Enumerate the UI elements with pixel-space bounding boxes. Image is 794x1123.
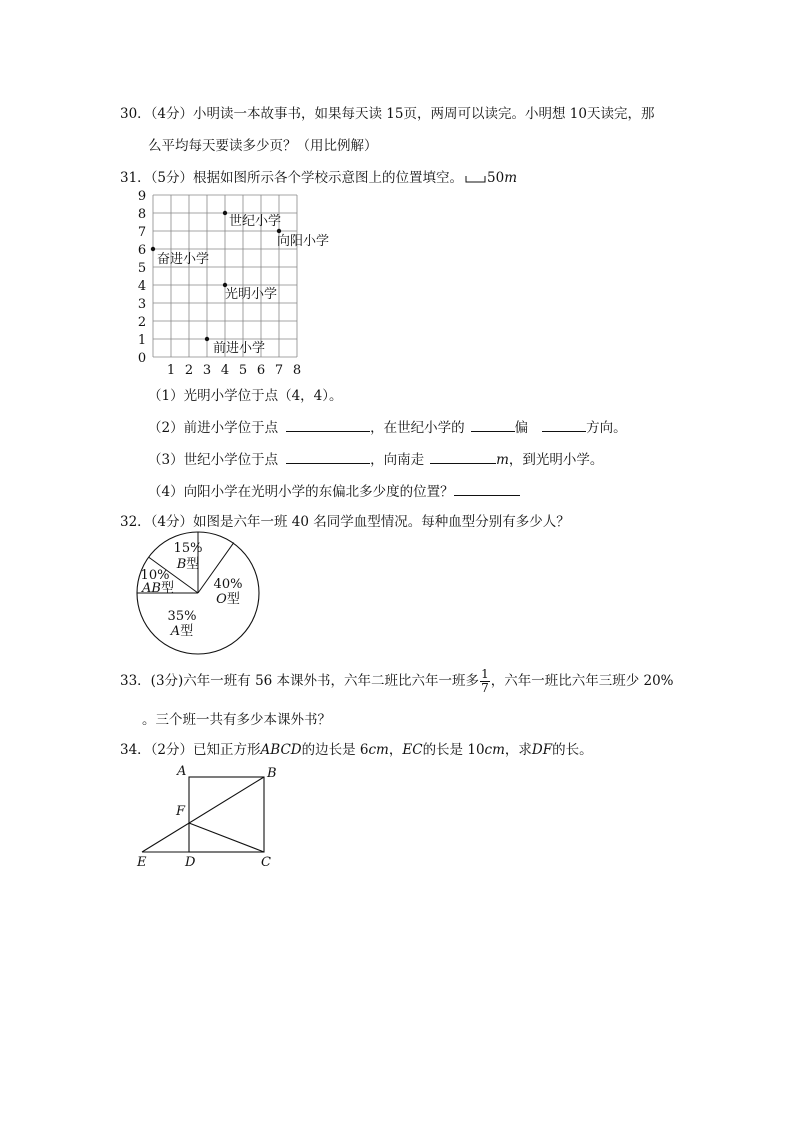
y-tick: 1 <box>137 333 147 348</box>
y-tick: 7 <box>137 225 147 240</box>
x-tick: 1 <box>166 363 176 376</box>
pie-label-type: A型 <box>170 624 194 639</box>
segment-eb <box>142 777 264 852</box>
q31-sub1: （1）光明小学位于点（4，4）。 <box>148 388 343 404</box>
answer-blank[interactable] <box>542 419 586 432</box>
q34-text: ，求 <box>504 742 532 758</box>
point-label-b: B <box>267 766 277 781</box>
y-tick: 6 <box>137 243 147 258</box>
q33-line1 <box>120 668 674 695</box>
q33-line2: 。三个班一共有多少本课外书？ <box>142 712 331 728</box>
x-tick: 4 <box>220 363 230 376</box>
school-points <box>151 211 329 356</box>
pie-label-pct: 10% <box>140 568 170 583</box>
q31-sub2-b: ，在世纪小学的 <box>370 420 465 436</box>
answer-blank[interactable] <box>454 483 520 496</box>
pie-label-type: O型 <box>216 592 240 607</box>
q34-stem <box>120 738 593 758</box>
blood-type-pie-chart <box>132 530 272 660</box>
q30-line1: 30．（4分）小明读一本故事书，如果每天读 15页，两周可以读完。小明想 10天读完，那 <box>120 106 655 122</box>
q34-segment-df: DF <box>531 742 553 758</box>
x-tick: 3 <box>202 363 212 376</box>
y-tick: 8 <box>137 207 147 222</box>
answer-blank[interactable] <box>286 451 370 464</box>
answer-blank[interactable] <box>430 451 496 464</box>
school-point <box>277 229 281 233</box>
scale-value: 50 <box>487 170 505 186</box>
x-tick: 5 <box>238 363 248 376</box>
fraction-numerator: 1 <box>481 667 489 681</box>
scale-unit: m <box>504 170 518 186</box>
coordinate-grid-figure <box>130 186 330 376</box>
school-point <box>205 337 209 341</box>
q31-sub3-a: （3）世纪小学位于点 <box>148 452 279 468</box>
q31-sub4 <box>148 480 520 500</box>
point-label-f: F <box>176 804 186 819</box>
square-abcd <box>189 777 264 852</box>
q34-text: 的长是 10 <box>422 742 485 758</box>
segment-fc <box>189 823 264 852</box>
q31-sub3-unit: m <box>496 452 509 468</box>
y-tick: 4 <box>137 279 147 294</box>
q34-unit: cm <box>484 742 505 758</box>
pie-label-pct: 40% <box>213 577 243 592</box>
q31-sub2-a: （2）前进小学位于点 <box>148 420 279 436</box>
point-label-d: D <box>185 855 196 870</box>
y-tick: 0 <box>137 351 147 366</box>
school-label: 世纪小学 <box>229 214 282 229</box>
fraction <box>480 668 490 695</box>
q31-sub2 <box>148 416 627 436</box>
answer-blank[interactable] <box>286 419 370 432</box>
q34-text: 34．（2分）已知正方形 <box>120 742 261 758</box>
q34-text: 的边长是 6 <box>301 742 369 758</box>
y-tick: 5 <box>137 261 147 276</box>
x-tick: 6 <box>256 363 266 376</box>
pie-label-type: B型 <box>176 557 200 572</box>
school-point <box>223 211 227 215</box>
y-tick: 2 <box>137 315 147 330</box>
school-label: 前进小学 <box>213 341 266 356</box>
q31-sub3-c: ，到光明小学。 <box>508 452 604 468</box>
school-label: 奋进小学 <box>157 252 210 267</box>
q34-text: 的长。 <box>552 742 593 758</box>
point-label-e: E <box>137 855 147 870</box>
point-label-a: A <box>177 764 187 779</box>
q31-sub2-c: 偏 <box>514 420 529 436</box>
pie-label-type: AB型 <box>142 581 174 596</box>
answer-blank[interactable] <box>471 419 515 432</box>
pie-label-pct: 15% <box>173 541 203 556</box>
x-tick: 7 <box>274 363 284 376</box>
q31-stem <box>120 166 517 186</box>
pie-label-pct: 35% <box>167 609 197 624</box>
q33-part2: ，六年一班比六年三班少 20% <box>490 673 674 689</box>
y-tick: 3 <box>137 297 147 312</box>
square-geometry-figure <box>132 760 302 870</box>
q34-unit: cm <box>368 742 389 758</box>
fraction-denominator: 7 <box>481 681 489 695</box>
q31-stem-text: 31．（5分）根据如图所示各个学校示意图上的位置填空。 <box>120 170 464 186</box>
q32-stem: 32．（4分）如图是六年一班 40 名同学血型情况。每种血型分别有多少人？ <box>120 514 570 530</box>
q31-sub3-b: ，向南走 <box>370 452 425 468</box>
y-tick: 9 <box>137 189 147 204</box>
school-label: 向阳小学 <box>277 234 330 249</box>
q31-sub3 <box>148 448 603 468</box>
q34-segment-ec: EC <box>402 742 423 758</box>
school-label: 光明小学 <box>225 287 278 302</box>
point-label-c: C <box>261 855 271 870</box>
q34-square-name: ABCD <box>260 742 302 758</box>
x-tick: 8 <box>292 363 302 376</box>
q30-line2: 么平均每天要读多少页？（用比例解） <box>148 138 378 154</box>
q31-sub4-text: （4）向阳小学在光明小学的东偏北多少度的位置？ <box>148 484 454 500</box>
scale-bar-icon <box>465 174 487 184</box>
x-tick: 2 <box>184 363 194 376</box>
q33-part1: 33．(3分)六年一班有 56 本课外书，六年二班比六年一班多 <box>120 673 480 689</box>
q31-sub2-d: 方向。 <box>586 420 627 436</box>
q34-text: ， <box>388 742 403 758</box>
school-point <box>151 247 155 251</box>
